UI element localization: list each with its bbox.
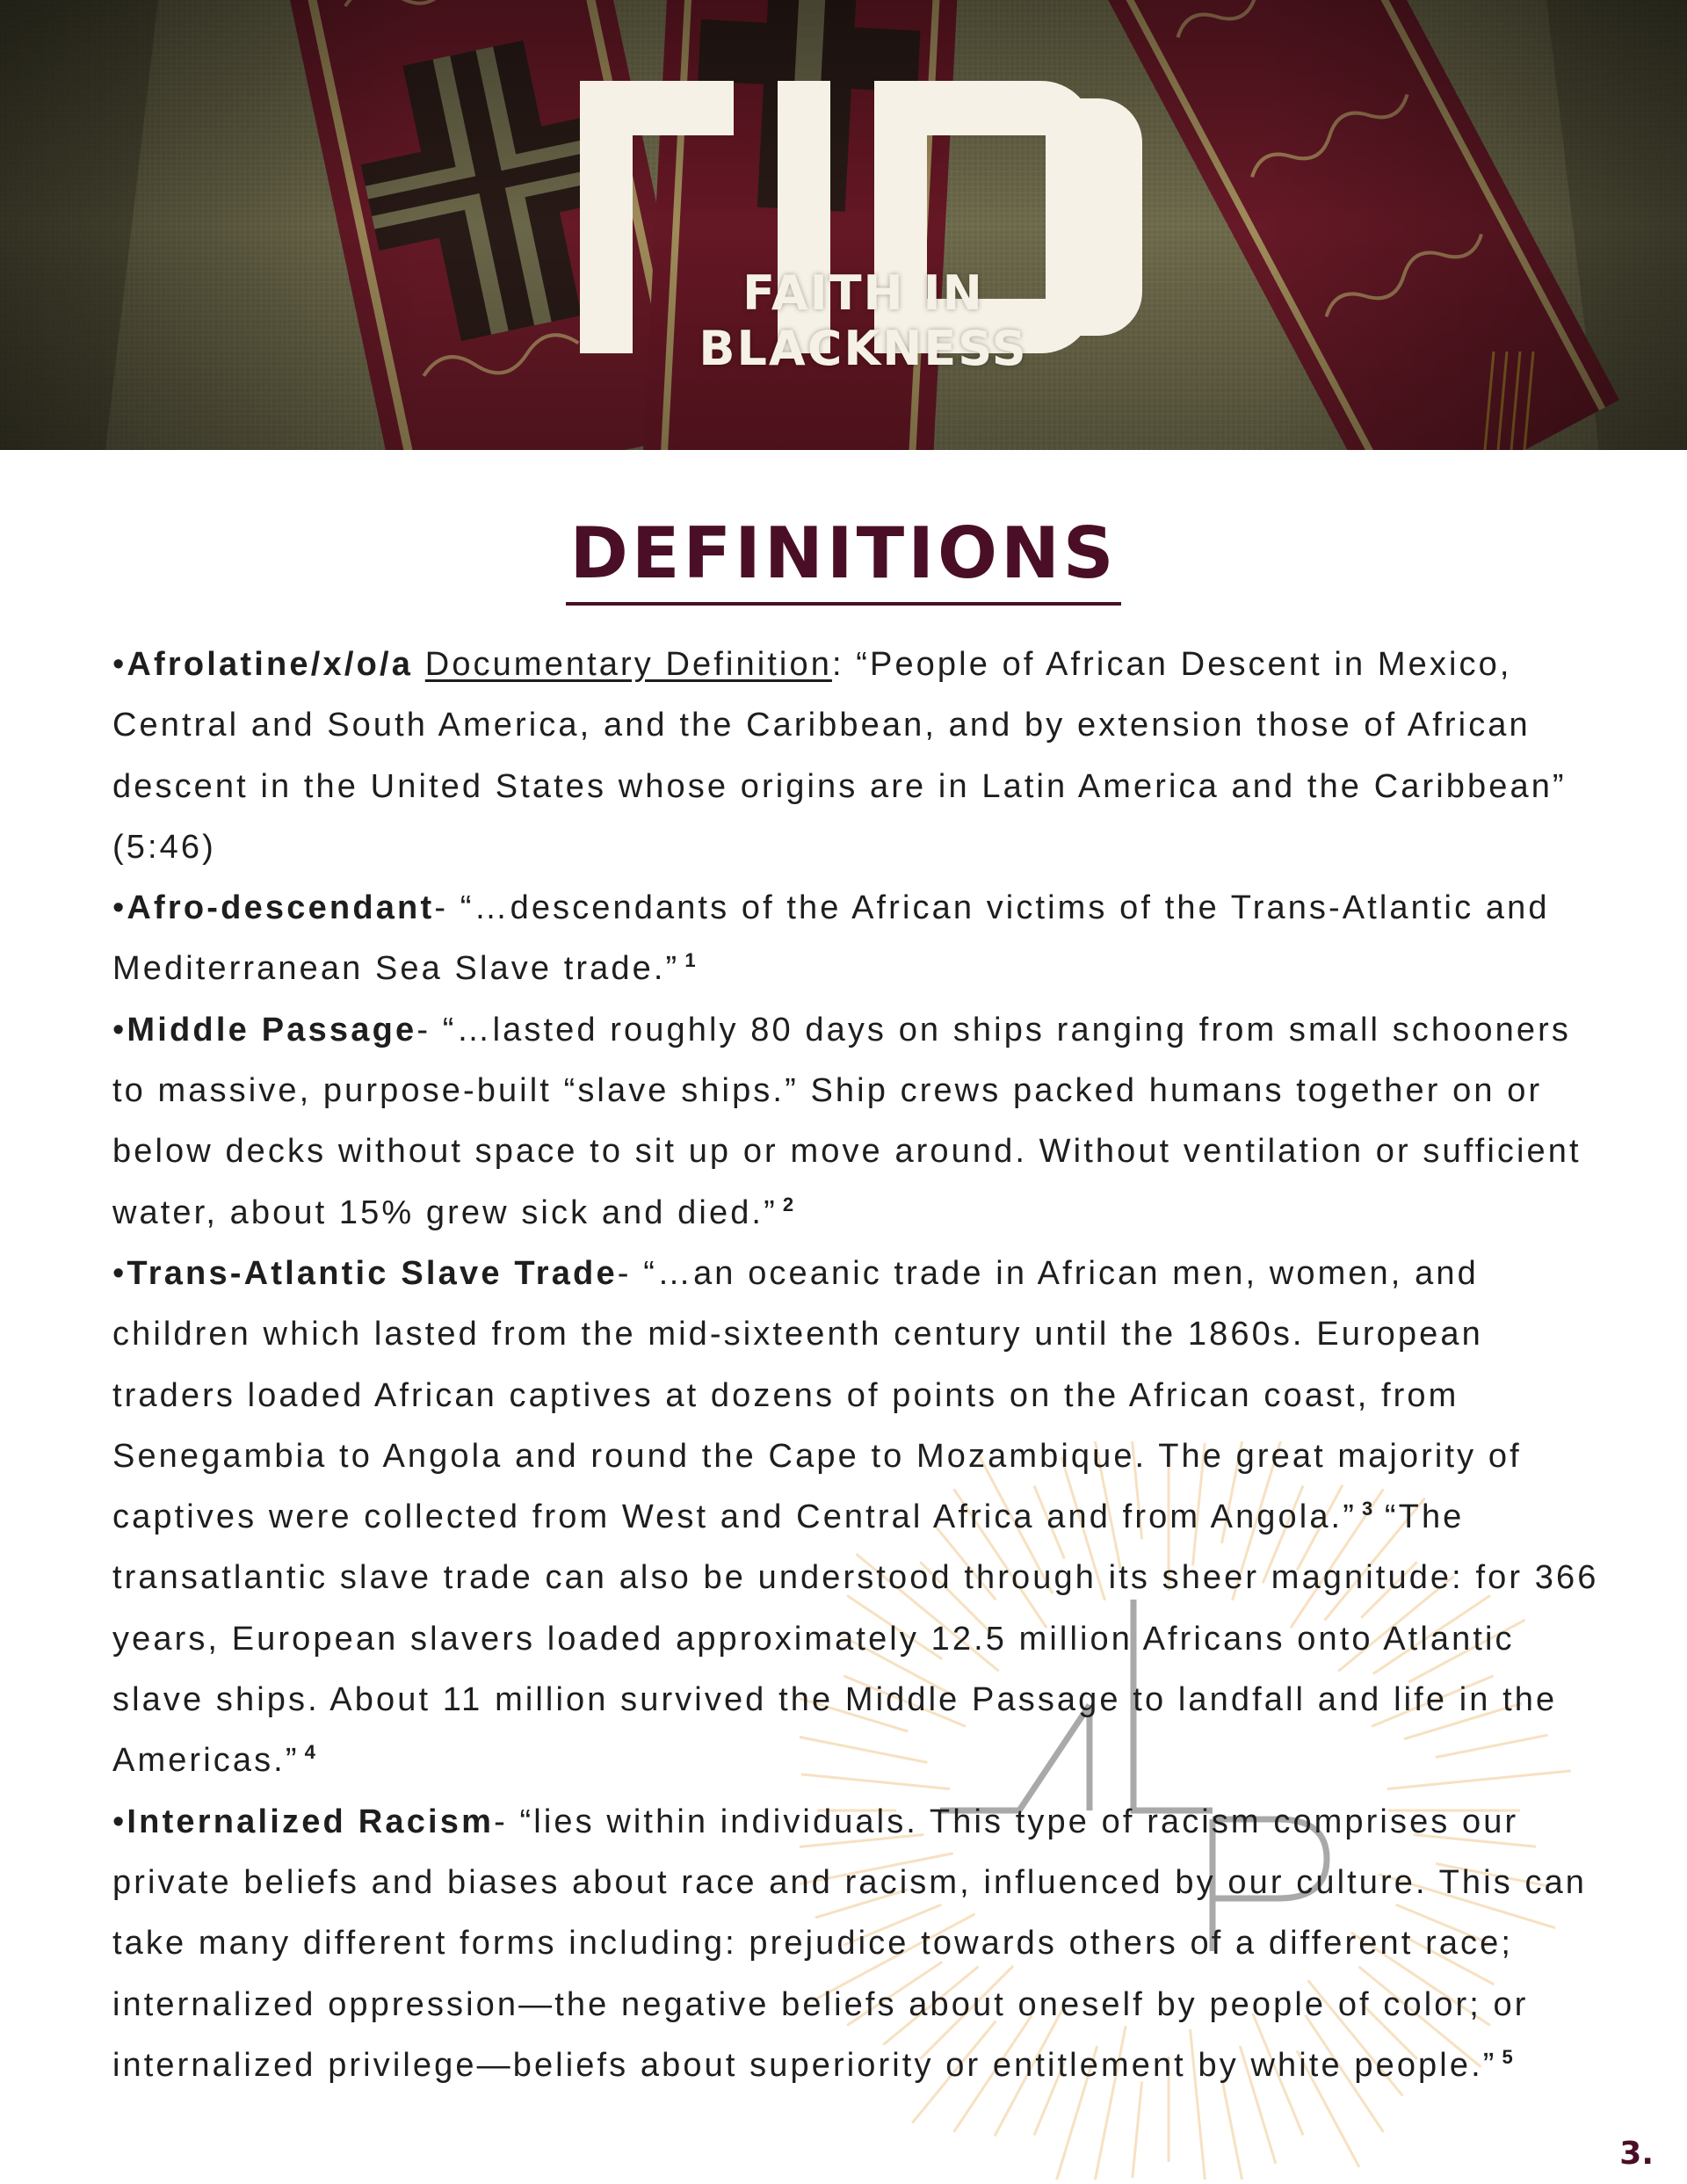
footnote-3: 3 bbox=[1361, 1498, 1373, 1520]
term-trans-atlantic-slave-trade: Trans-Atlantic Slave Trade bbox=[127, 1254, 618, 1292]
definition-internalized-racism bbox=[112, 1792, 1606, 2096]
definition-text: - “…descendants of the African victims of the Trans-Atlantic and Mediterranean Sea Slave trade.” bbox=[112, 889, 1550, 988]
page-title-wrap bbox=[0, 514, 1687, 606]
footnote-2: 2 bbox=[782, 1193, 794, 1215]
bullet: • bbox=[112, 889, 127, 927]
definition-afrolatinx bbox=[112, 635, 1606, 878]
footnote-4: 4 bbox=[304, 1741, 315, 1764]
definition-text: - “…lasted roughly 80 days on ships ranging from small schooners to massive, purpose-built “slave ships.” Ship crews packed humans together on or below decks without space to sit up or move around. Without ventilation or sufficient water, about 15% grew sick and died.” bbox=[112, 1011, 1582, 1231]
definition-text: - “lies within individuals. This type of racism comprises our private beliefs and biases about race and racism, influenced by our culture. This can take many different forms including: prejudice towards others of a different race; internalized oppression—the negative beliefs about oneself by people of color; or internalized privilege—beliefs about superiority or entitlement by white people.” bbox=[112, 1803, 1588, 2084]
term-internalized-racism: Internalized Racism bbox=[127, 1803, 495, 1840]
header-banner bbox=[0, 0, 1687, 450]
term-middle-passage: Middle Passage bbox=[127, 1011, 417, 1048]
bullet: • bbox=[112, 1254, 127, 1292]
fib-logo bbox=[580, 81, 1147, 376]
definition-text: - “…an oceanic trade in African men, women, and children which lasted from the mid-sixteenth century until the 1860s. European traders loaded African captives at dozens of points on the African coast, from Senegambia to Angola and round the Cape to Mozambique. The great majority of captives were collected from West and Central Africa and from Angola.” bbox=[112, 1254, 1522, 1536]
logo-letter-f-bar bbox=[580, 81, 734, 135]
definition-afro-descendant bbox=[112, 878, 1606, 1000]
definition-text-continued: “The transatlantic slave trade can also be understood through its sheer magnitude: for 366 years, European slavers loaded approximately 12.5 million Africans onto Atlantic slave ships. About 11 million survived the Middle Passage to landfall and life in the Americas.” bbox=[112, 1498, 1599, 1780]
page-title: DEFINITIONS bbox=[566, 514, 1120, 606]
term-afrolatinx: Afrolatine/x/o/a bbox=[127, 646, 414, 683]
bullet: • bbox=[112, 1011, 127, 1048]
definition-trans-atlantic-slave-trade bbox=[112, 1244, 1606, 1792]
page-number: 3. bbox=[1619, 2136, 1654, 2172]
definitions-list bbox=[112, 635, 1606, 2096]
bullet: • bbox=[112, 646, 127, 683]
documentary-definition-link[interactable]: Documentary Definition bbox=[424, 646, 832, 683]
bullet: • bbox=[112, 1803, 127, 1840]
footnote-5: 5 bbox=[1502, 2045, 1513, 2068]
logo-tagline: FAITH IN BLACKNESS bbox=[699, 265, 1028, 376]
footnote-1: 1 bbox=[684, 949, 696, 972]
definition-middle-passage bbox=[112, 1000, 1606, 1244]
term-afro-descendant: Afro-descendant bbox=[127, 889, 435, 927]
definition-text: : “People of African Descent in Mexico, Central and South America, and the Caribbean, and by extension those of African descent in the United States whose origins are in Latin America and the Caribbean” (5:46) bbox=[112, 646, 1567, 866]
